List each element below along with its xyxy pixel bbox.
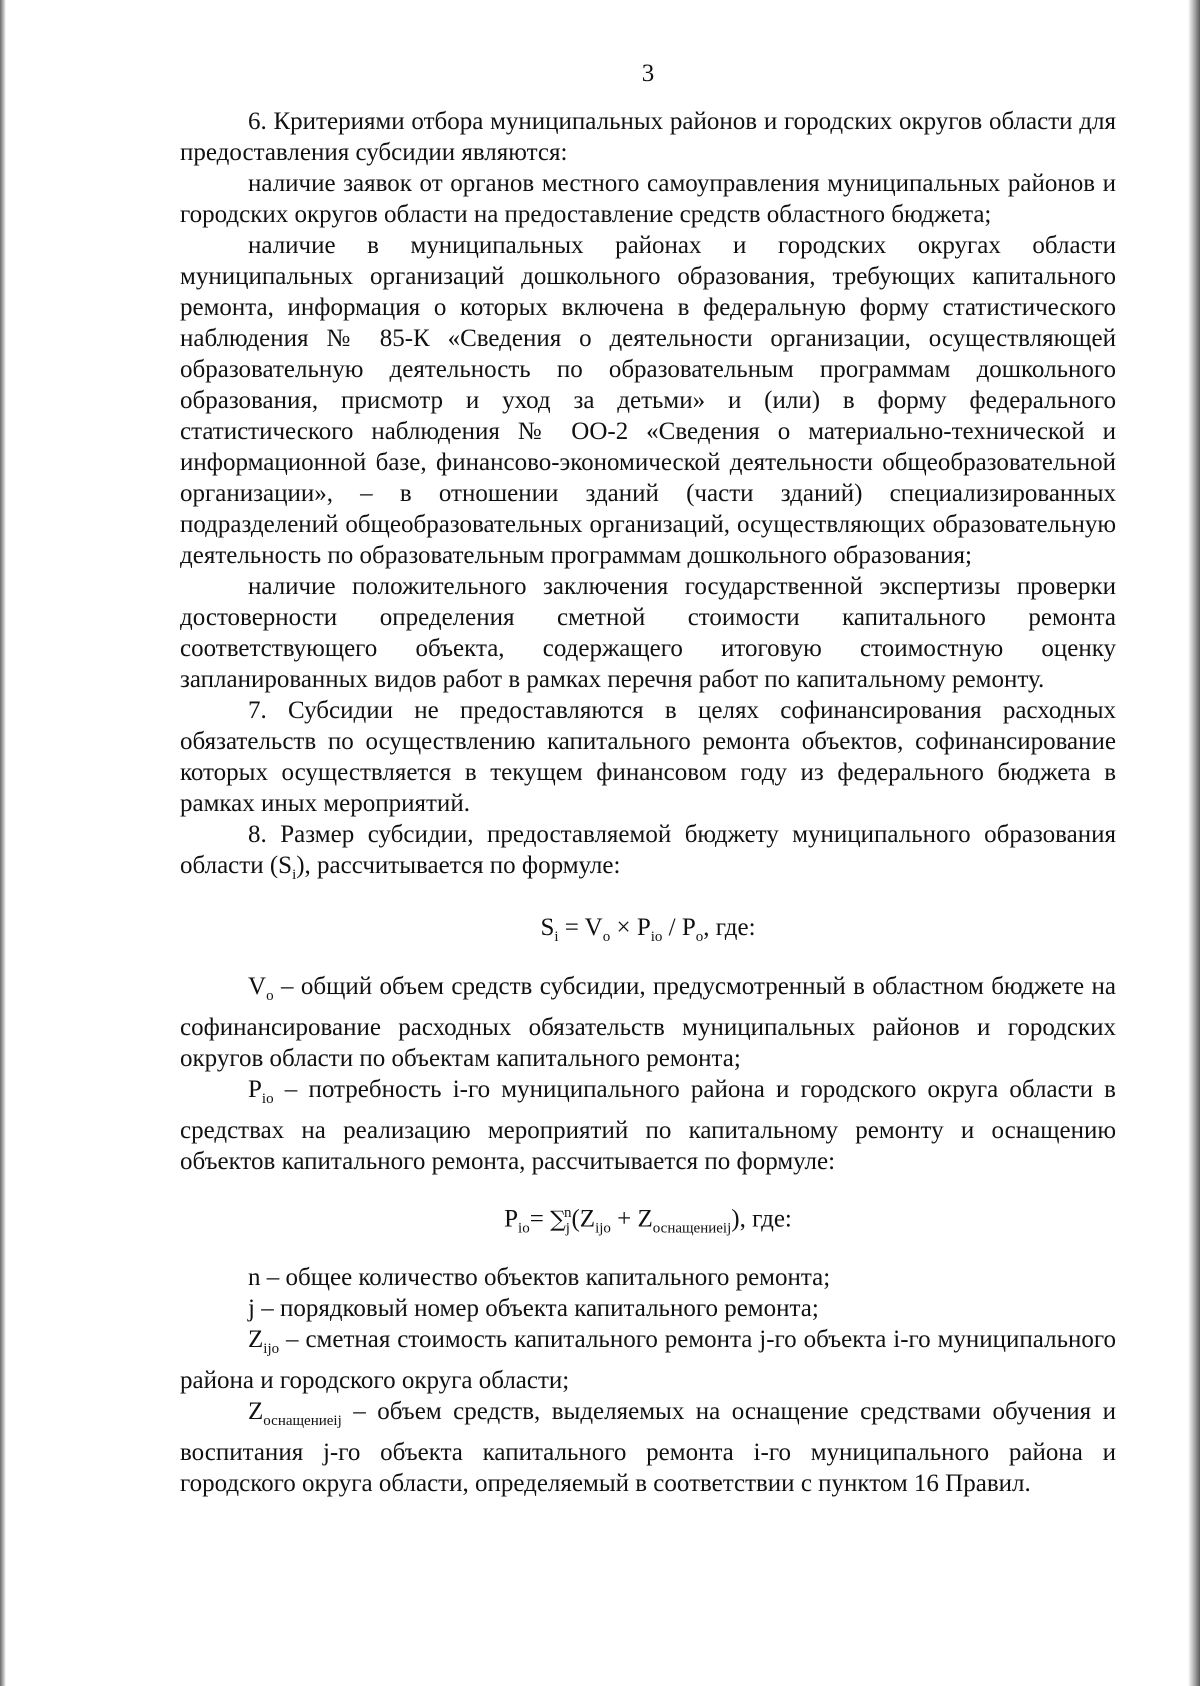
scan-edge-left [0,0,6,1686]
scan-edge-right [1188,0,1200,1686]
criterion-1: наличие заявок от органов местного самоуправления муниципальных районов и городских округов области на предоставление средств областного бюджета; [180,170,1116,228]
definition-pio: $P_{io}$ – потребность i-го муниципального района и городского округа области в средствах на реализацию мероприятий по капитальному ремонту и оснащению объектов капитального ремонта, рассчитывается по формуле: [180,1076,1116,1175]
definition-n: n – общее количество объектов капитального ремонта; [248,1264,831,1292]
page-number: 3 [641,60,655,87]
definition-z-equipment: $Z_{оснащениеij}$ – объем средств, выделяемых на оснащение средствами обучения и воспитания j-го объекта капитального ремонта i-го муниципального района и городского округа области, определяемый в соответствии с пунктом 16 Правил. [180,1398,1116,1498]
definition-vo: $V_o$ – общий объем средств субсидии, предусмотренный в областном бюджете на софинансирование расходных обязательств муниципальных районов и городских округов области по объектам капитального ремонта; [180,973,1116,1072]
paragraph-8: 8. Размер субсидии, предоставляемой бюджету муниципального образования области $(S_i)$, рассчитывается по формуле: [180,821,1116,883]
summation-symbol: ∑ [550,1207,566,1233]
criterion-3: наличие положительного заключения государственной экспертизы проверки достоверности определения сметной стоимости капитального ремонта соответствующего объекта, содержащего итоговую стоимостную оценку запланированных видов работ в рамках перечня работ по капитальному ремонту. [180,573,1116,693]
criterion-2: наличие в муниципальных районах и городских округах области муниципальных организаций дошкольного образования, требующих капитального ремонта, информация о которых включена в федеральную форму статистического наблюдения № 85-К «Сведения о деятельности организации, осуществляющей образовательную деятельность по образовательным программам дошкольного образования, присмотр и уход за детьми» и (или) в форму федерального статистического наблюдения № ОО-2 «Сведения о материально-технической и информационной базе, финансово-экономической деятельности общеобразовательной организации», – в отношении зданий (части зданий) специализированных подразделений общеобразовательных организаций, осуществляющих образовательную деятельность по образовательным программам дошкольного образования; [180,232,1116,569]
formula-need: $P_{io}= \sum_j^n(Z_{ijo} + Z_{оснащениеij})$, где: [504,1205,792,1237]
document-page [180,58,1116,1499]
paragraph-7: 7. Субсидии не предоставляются в целях софинансирования расходных обязательств по осуществлению капитального ремонта объектов, софинансирование которых осуществляется в текущем финансовом году из федерального бюджета в рамках иных мероприятий. [180,697,1116,817]
definition-zijo: $Z_{ijo}$ – сметная стоимость капитального ремонта j-го объекта i-го муниципального района и городского округа области; [180,1326,1116,1395]
paragraph-6-intro: 6. Критериями отбора муниципальных районов и городских округов области для предоставления субсидии являются: [180,108,1116,166]
definition-j: j – порядковый номер объекта капитального ремонта; [248,1295,819,1323]
formula-subsidy-size: $S_i = V_o \times P_{io} / P_o$, где: [540,914,756,945]
